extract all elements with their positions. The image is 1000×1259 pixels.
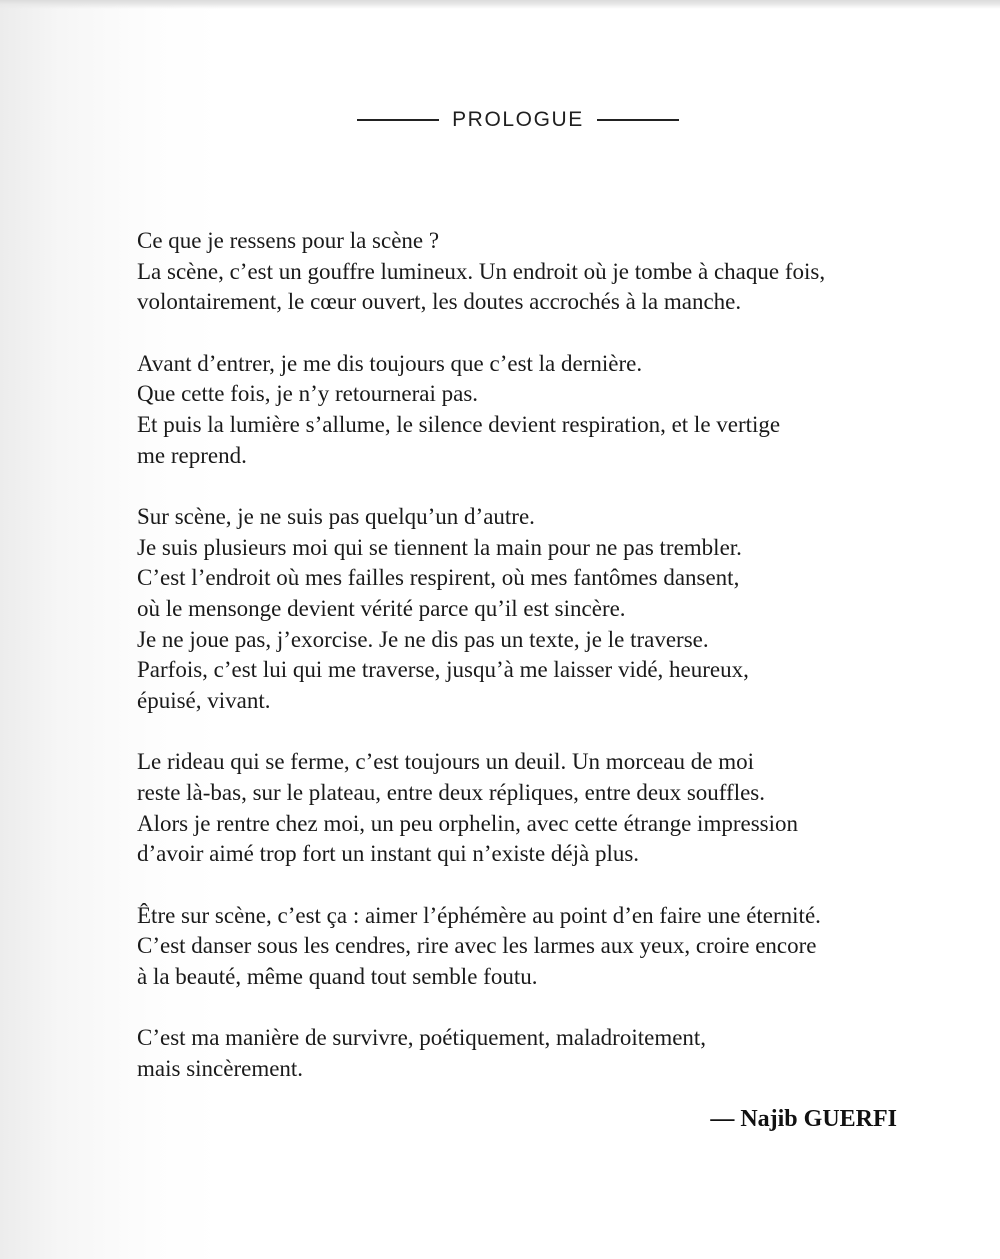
chapter-title: PROLOGUE: [452, 108, 584, 131]
text-line: me reprend.: [137, 442, 247, 468]
stanza-5: [137, 901, 927, 993]
text-line: d’avoir aimé trop fort un instant qui n’existe déjà plus.: [137, 841, 640, 867]
text-line: à la beauté, même quand tout semble foutu.: [137, 963, 538, 989]
prologue-text: [137, 226, 927, 1116]
text-line: Sur scène, je ne suis pas quelqu’un d’autre.: [137, 504, 535, 530]
text-line: Je ne joue pas, j’exorcise. Je ne dis pas un texte, je le traverse.: [137, 626, 709, 652]
text-line: Avant d’entrer, je me dis toujours que c’est la dernière.: [137, 350, 643, 376]
text-line: C’est ma manière de survivre, poétiquement, maladroitement,: [137, 1025, 707, 1051]
text-line: C’est danser sous les cendres, rire avec les larmes aux yeux, croire encore: [137, 933, 817, 959]
stanza-1: [137, 226, 927, 318]
heading-rule-left: [357, 119, 439, 121]
stanza-2: [137, 349, 927, 471]
page-top-edge: [0, 0, 1000, 9]
chapter-heading: [18, 106, 1000, 134]
text-line: Et puis la lumière s’allume, le silence devient respiration, et le vertige: [137, 411, 781, 437]
text-line: Le rideau qui se ferme, c’est toujours un deuil. Un morceau de moi: [137, 749, 754, 775]
text-line: Je suis plusieurs moi qui se tiennent la main pour ne pas trembler.: [137, 534, 742, 560]
text-line: épuisé, vivant.: [137, 687, 271, 713]
stanza-6: [137, 1023, 927, 1084]
text-line: où le mensonge devient vérité parce qu’il est sincère.: [137, 595, 626, 621]
text-line: Ce que je ressens pour la scène ?: [137, 228, 440, 253]
stanza-4: [137, 747, 927, 869]
text-line: Parfois, c’est lui qui me traverse, jusqu’à me laisser vidé, heureux,: [137, 657, 749, 683]
text-line: volontairement, le cœur ouvert, les doutes accrochés à la manche.: [137, 289, 742, 315]
text-line: Être sur scène, c’est ça : aimer l’éphémère au point d’en faire une éternité.: [137, 902, 821, 928]
author-signature: — Najib GUERFI: [710, 1106, 897, 1132]
text-line: C’est l’endroit où mes failles respirent, où mes fantômes dansent,: [137, 565, 740, 591]
text-line: reste là-bas, sur le plateau, entre deux répliques, entre deux souffles.: [137, 779, 766, 805]
text-line: Alors je rentre chez moi, un peu orphelin, avec cette étrange impression: [137, 810, 798, 836]
heading-rule-right: [597, 119, 679, 121]
text-line: mais sincèrement.: [137, 1056, 304, 1082]
text-line: La scène, c’est un gouffre lumineux. Un endroit où je tombe à chaque fois,: [137, 258, 826, 284]
text-line: Que cette fois, je n’y retournerai pas.: [137, 381, 479, 407]
stanza-3: [137, 502, 927, 716]
